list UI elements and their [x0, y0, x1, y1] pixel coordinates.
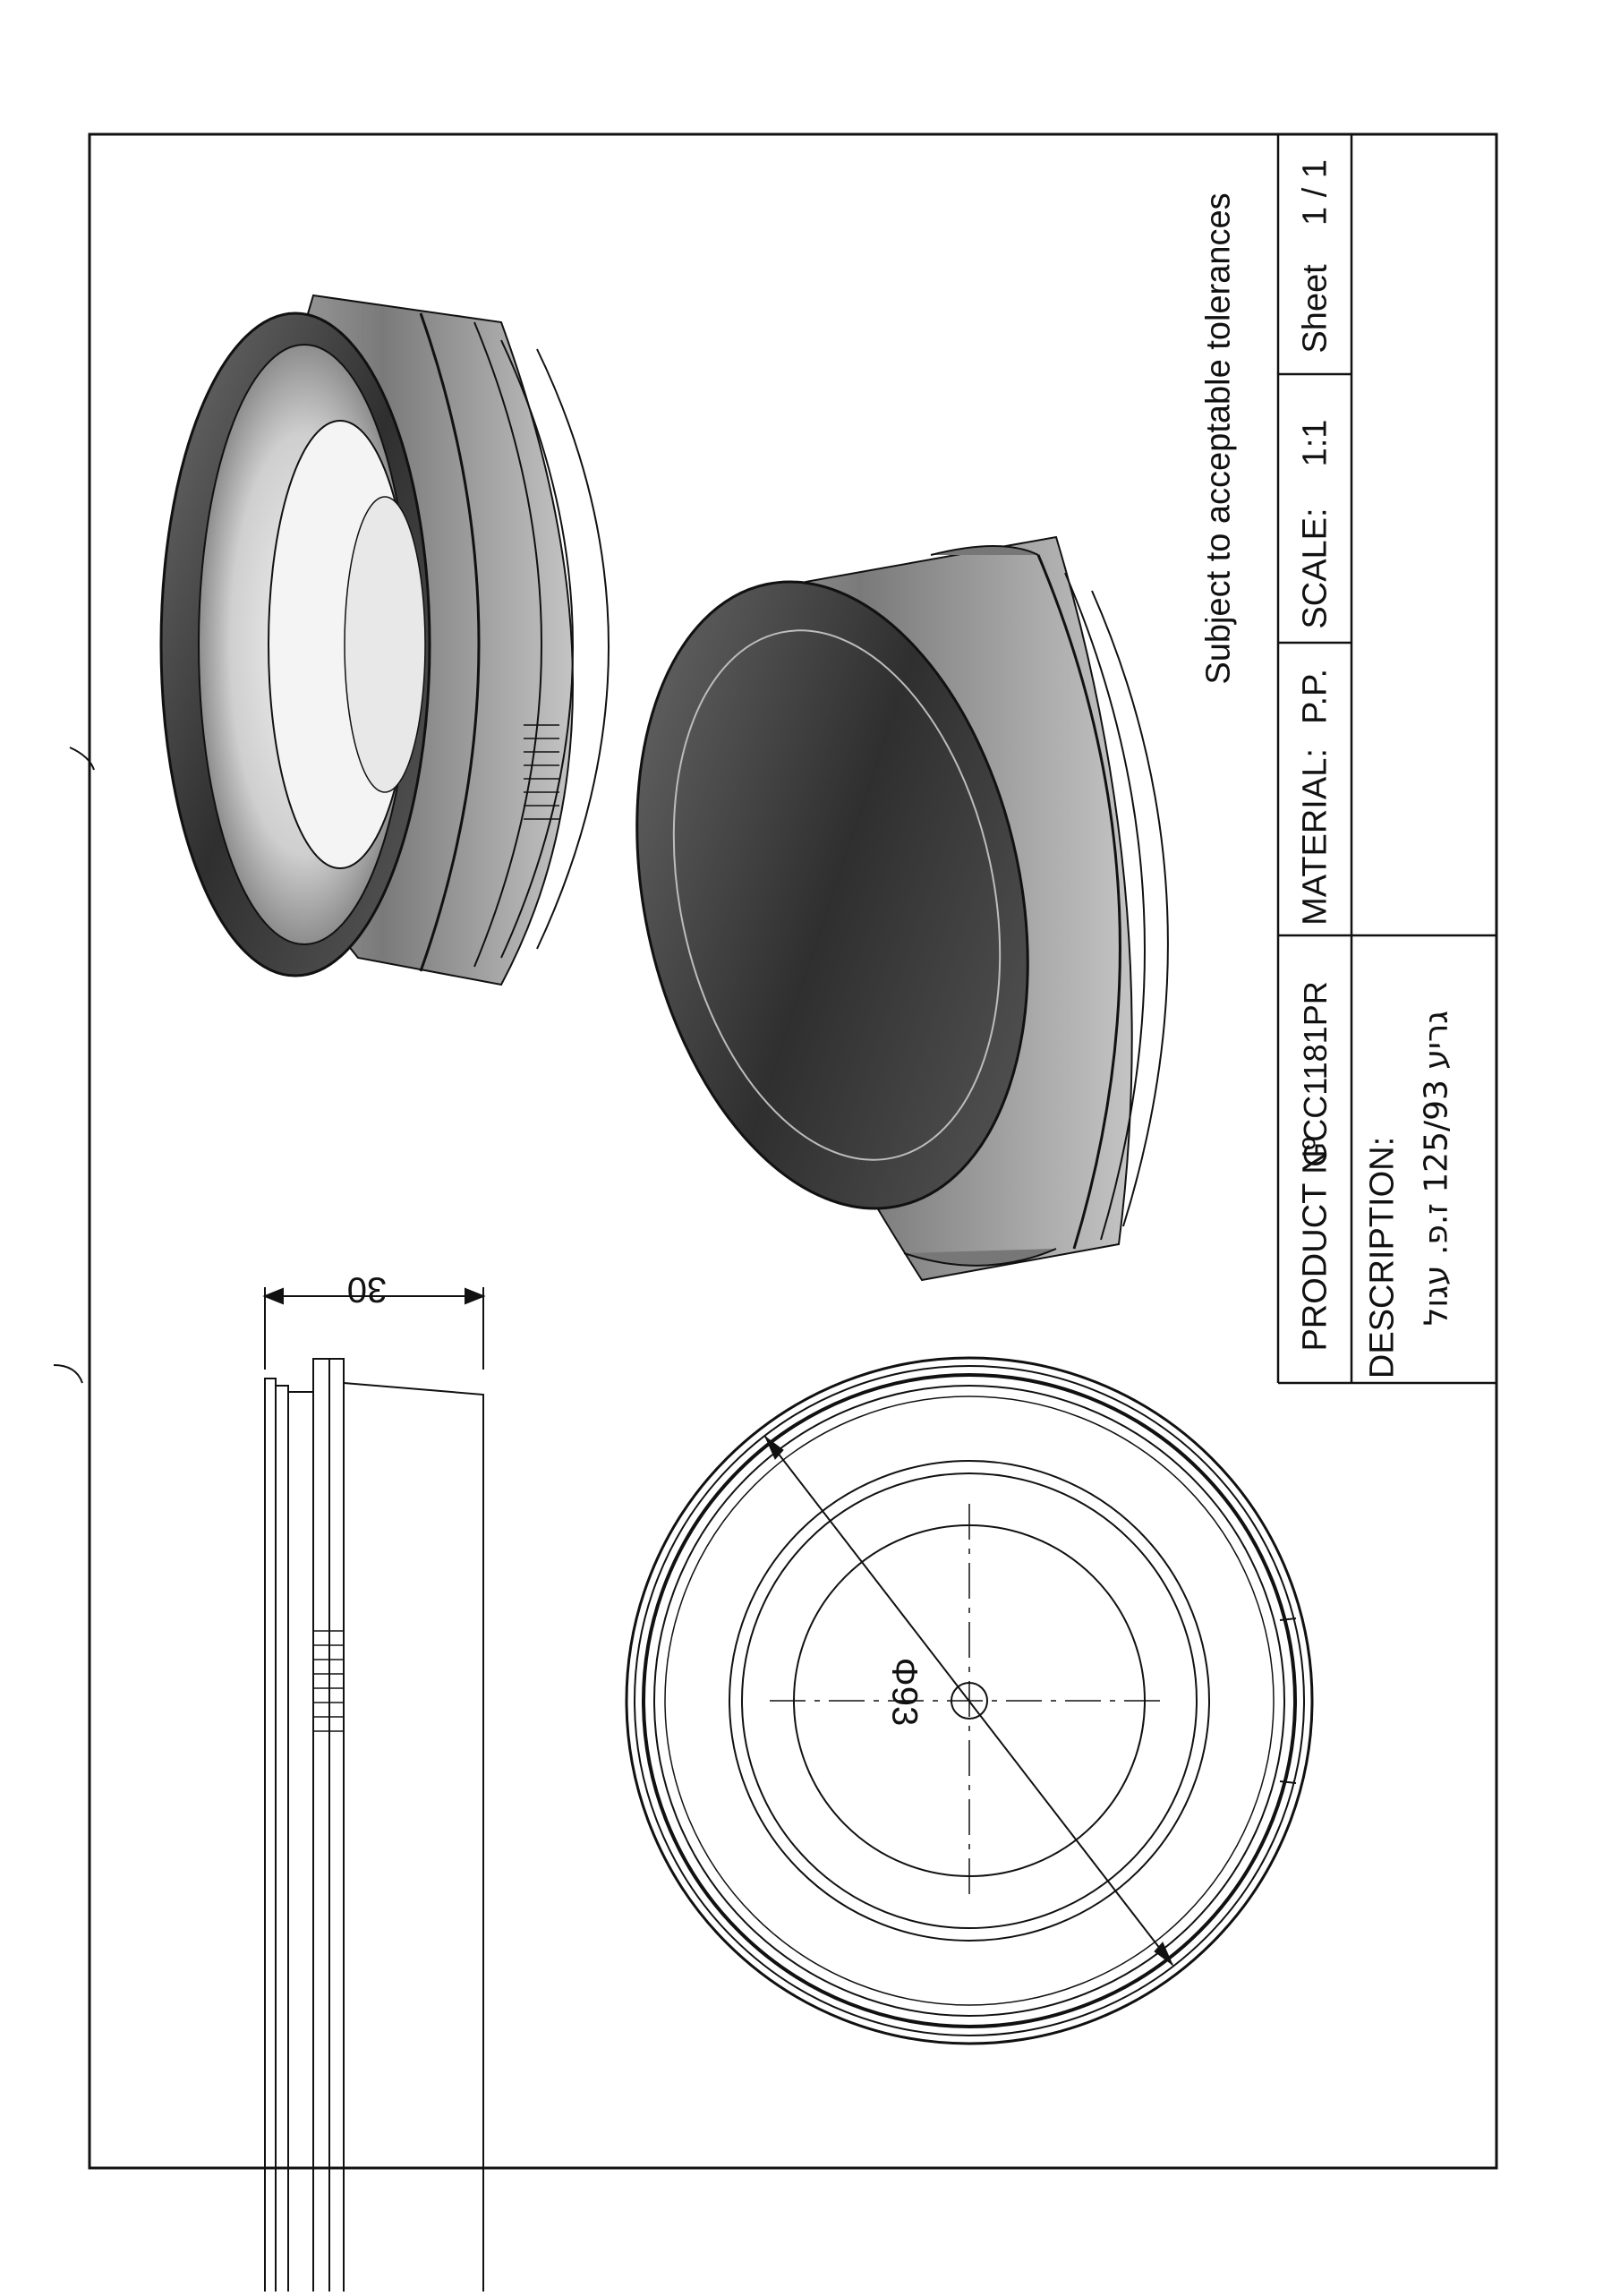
plan-view: [627, 1358, 1312, 2044]
product-number-value: GCC1181PR: [1297, 981, 1334, 1167]
isometric-ring: [161, 295, 609, 985]
sheet-value: 1 / 1: [1296, 159, 1334, 226]
product-number-label: PRODUCT Nº: [1296, 1137, 1334, 1352]
scale-label: SCALE:: [1296, 508, 1334, 629]
height-dimension: 30: [346, 1269, 388, 1310]
isometric-cap: [583, 537, 1168, 1280]
side-view: [265, 1287, 483, 2292]
sheet-label: Sheet: [1296, 264, 1334, 354]
scale-value: 1:1: [1296, 419, 1334, 467]
material-label: MATERIAL:: [1296, 748, 1334, 926]
description-label: DESCRIPTION:: [1363, 1136, 1402, 1379]
diameter-dimension: Φ93: [884, 1657, 925, 1727]
description-value: גריע 125/93 ז.פ. עגול: [1418, 1010, 1455, 1327]
tolerance-note: Subject to acceptable tolerances: [1199, 192, 1238, 685]
scan-mark-2: [54, 1365, 82, 1383]
material-value: P.P.: [1296, 668, 1334, 725]
